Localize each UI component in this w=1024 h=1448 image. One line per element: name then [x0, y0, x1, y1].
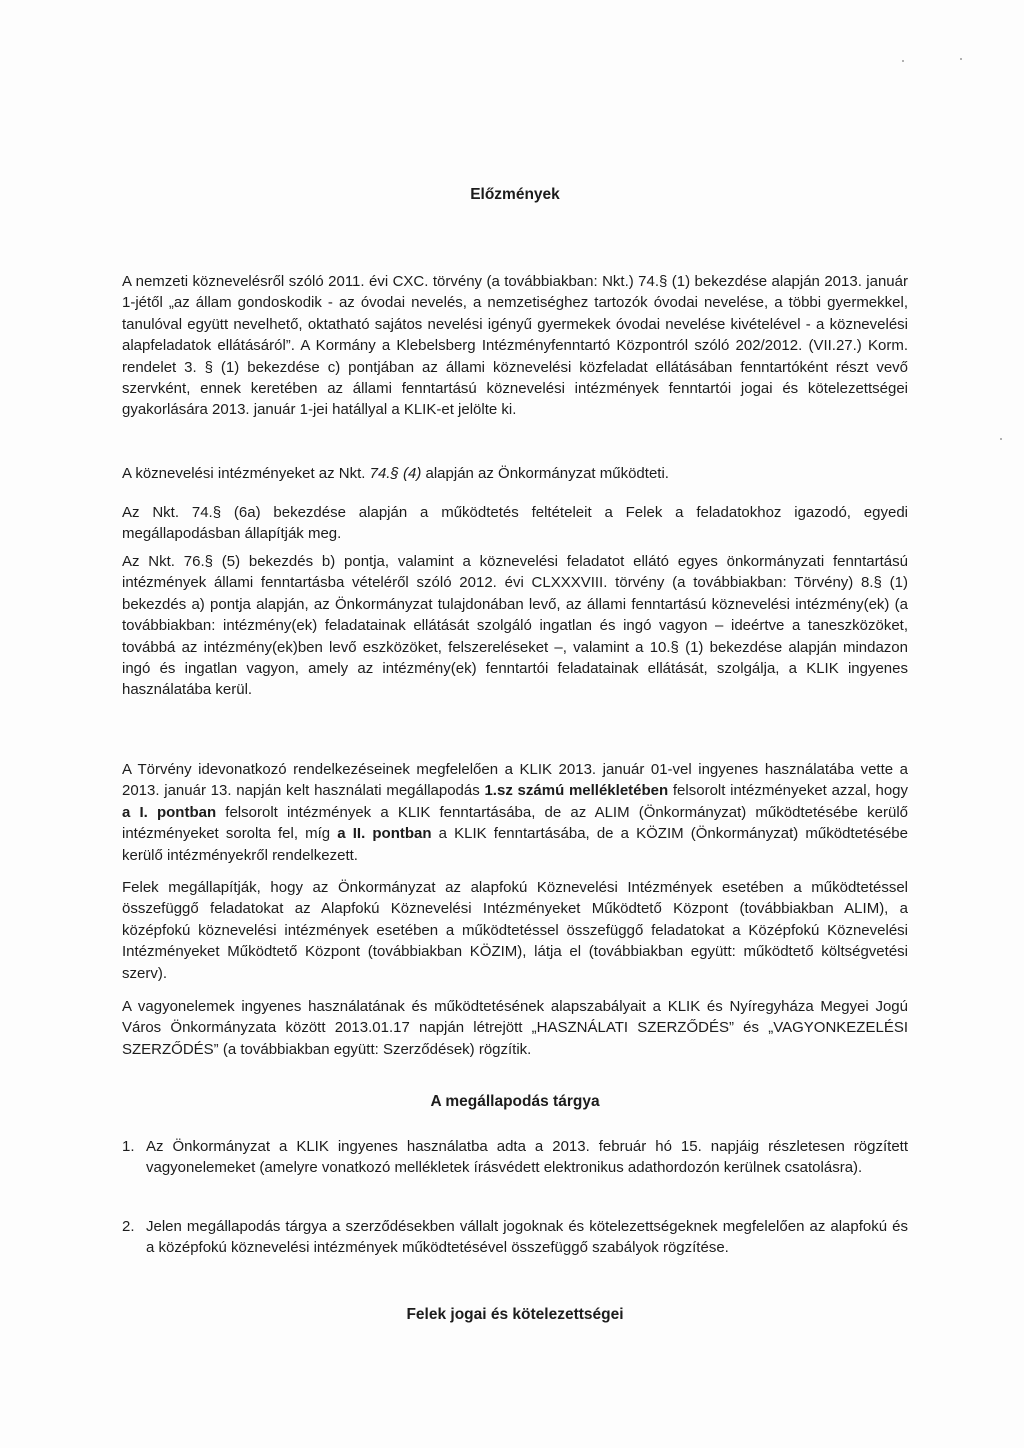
section-heading-felek-jogai: Felek jogai és kötelezettségei — [406, 1306, 624, 1323]
paragraph-szerzodesek: A vagyonelemek ingyenes használatának és működtetésének alapszabályait a KLIK és Nyíregyháza Megyei Jogú Város Önkormányzata között 2013.01.17 napján létrejött „HASZNÁLATI SZERZŐDÉS” és „VAGYONKEZELÉSI SZERZŐDÉS” (a továbbiakban együtt: Szerződések) rögzítik. — [122, 998, 908, 1058]
paragraph-nkt-background: A nemzeti köznevelésről szóló 2011. évi CXC. törvény (a továbbiakban: Nkt.) 74.§ (1) bekezdése alapján 2013. január 1-jétől „az állam gondoskodik - az óvodai nevelés, a nemzetiséghez tartozók óvodai nevelése, a többi gyermekkel, tanulóval együtt nevelhető, oktatható sajátos nevelési igényű gyermekek óvodai nevelése kivételével - a köznevelési alapfeladatok ellátásáról”. A Kormány a Klebelsberg Intézményfenntartó Központról szóló 202/2012. (VII.27.) Korm. rendelet 3. § (1) bekezdése c) pontjában az állami köznevelési közfeladat ellátásában fenntartóként részt vevő szervként, ennek keretében az állami fenntartású köznevelési intézmények fenntartói jogai és kötelezettségei gyakorlására 2013. január 1-jei hatállyal a KLIK-et jelölte ki. — [122, 273, 908, 419]
list-item — [122, 1216, 908, 1259]
paragraph-torveny-vagyon: Az Nkt. 76.§ (5) bekezdés b) pontja, valamint a köznevelési feladatot ellátó egyes önkormányzati fenntartású intézmények állami fenntartásba vételéről szóló 2012. évi CLXXXVIII. törvény (a továbbiakban: Törvény) 8.§ (1) bekezdés a) pontja alapján, az Önkormányzat tulajdonában levő, az állami fenntartású köznevelési intézmény(ek) (a továbbiakban: intézmény(ek) feladatainak ellátását szolgáló ingatlan és ingó vagyon – ideértve a taneszközöket, továbbá az intézmény(ek)ben levő eszközöket, felszereléseket –, valamint a 10.§ (1) bekezdése alapján mindazon ingó és ingatlan vagyon, amely az intézmény(ek) fenntartói feladatainak ellátását, szolgálja, a KLIK ingyenes használatába kerül. — [122, 553, 908, 699]
scan-speck — [960, 58, 962, 60]
document-page — [122, 0, 908, 1448]
paragraph-hasznalati-megallapodas: A Törvény idevonatkozó rendelkezéseinek megfelelően a KLIK 2013. január 01-vel ingyenes használatába vette a 2013. január 13. napján kelt használati megállapodás 1.sz számú mellékletében felsorolt intézményeket azzal, hogy a I. pontban felsorolt intézmények a KLIK fenntartásába, de az ALIM (Önkormányzat) működtetésébe kerülő intézményeket sorolta fel, míg a II. pontban a KLIK fenntartásába, de a KÖZIM (Önkormányzat) működtetésébe kerülő intézményekről rendelkezett. — [122, 761, 909, 864]
scan-speck — [1000, 438, 1002, 440]
paragraph-mukodteti: A köznevelési intézményeket az Nkt. 74.§ (4) alapján az Önkormányzat működteti. — [122, 465, 669, 482]
paragraph-mukodtetes-feltetelei: Az Nkt. 74.§ (6a) bekezdése alapján a működtetés feltételeit a Felek a feladatokhoz igazodó, egyedi megállapodásban állapítják meg. — [122, 504, 908, 543]
list-item — [122, 1136, 908, 1179]
section-heading-elozmenyek: Előzmények — [470, 186, 560, 203]
section-heading-megallapodas-targya: A megállapodás tárgya — [430, 1093, 600, 1110]
scan-speck — [902, 60, 904, 62]
list-item-text: Jelen megállapodás tárgya a szerződésekben vállalt jogoknak és kötelezettségeknek megfelelően az alapfokú és a középfokú köznevelési intézmények működtetésével összefüggő szabályok rögzítése. — [146, 1218, 908, 1257]
list-item-text: Az Önkormányzat a KLIK ingyenes használatba adta a 2013. február hó 15. napjáig részletesen rögzített vagyonelemeket (amelyre vonatkozó mellékletek írásvédett elektronikus adathordozón kerülnek csatolásra). — [146, 1138, 908, 1177]
list-item-number: 1. — [122, 1138, 135, 1155]
paragraph-alim-kozim: Felek megállapítják, hogy az Önkormányzat az alapfokú Köznevelési Intézmények esetében a működtetéssel összefüggő feladatokat az Alapfokú Köznevelési Intézményeket Működtető Központ (továbbiakban ALIM), a középfokú köznevelési intézmények esetében a működtetéssel összefüggő feladatokat a Középfokú Köznevelési Intézményeket Működtető Központ (továbbiakban KÖZIM), látja el (továbbiakban együtt: működtető költségvetési szerv). — [122, 879, 908, 982]
list-item-number: 2. — [122, 1218, 135, 1235]
